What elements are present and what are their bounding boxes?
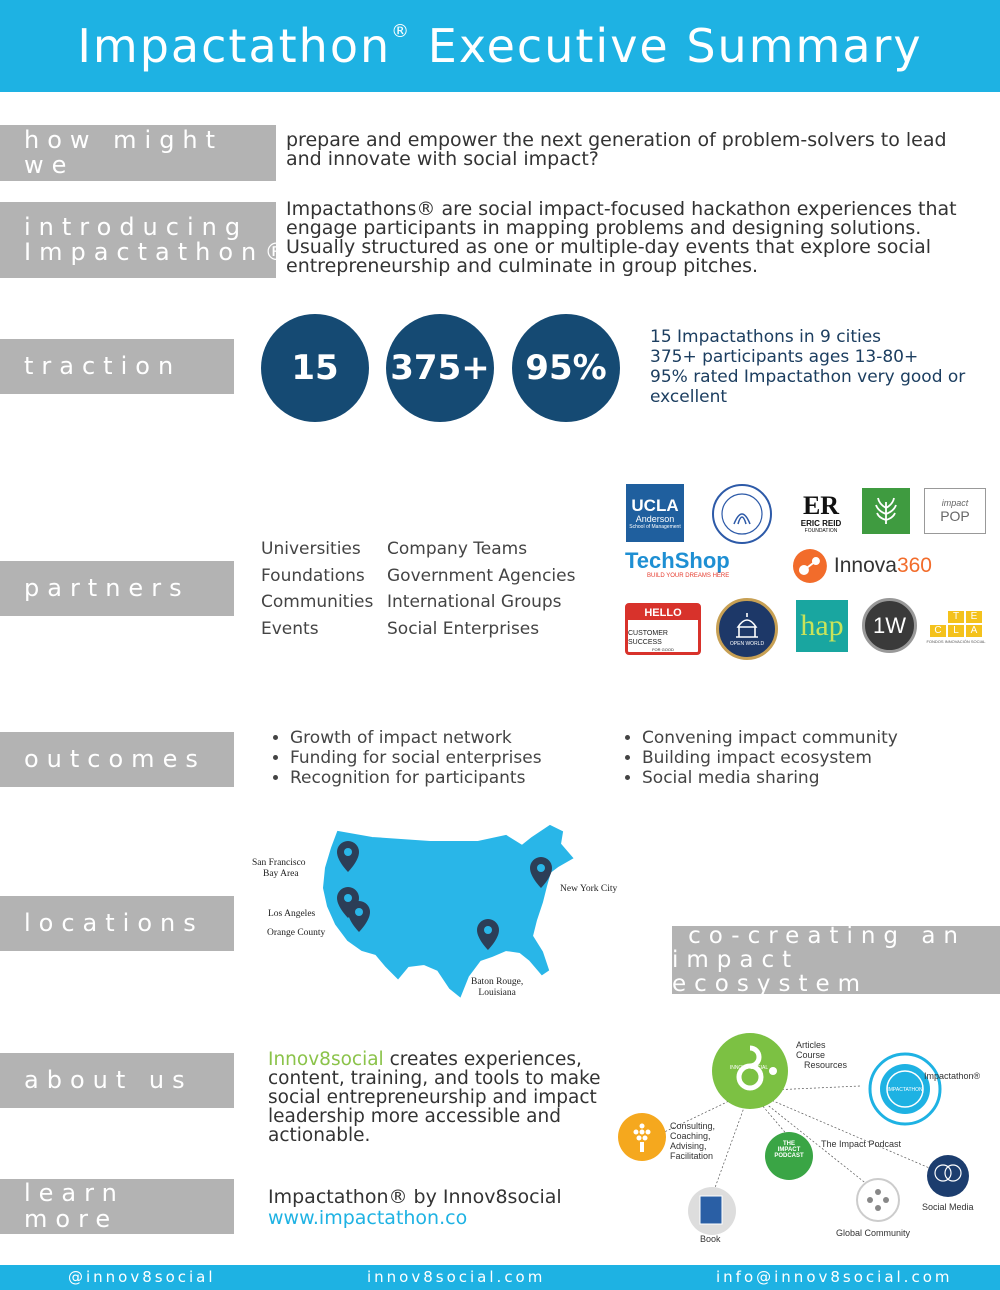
logo-text: FOUNDATION — [804, 527, 838, 534]
eco-label-line: Facilitation — [670, 1151, 714, 1161]
page-title: Impactathon — [77, 19, 392, 73]
eco-label-line: Advising, — [670, 1141, 707, 1151]
map-label-la: Los Angeles — [268, 909, 316, 919]
outcome-item: • Recognition for participants — [290, 768, 542, 788]
how-might-we-text: prepare and empower the next generation of problem-solvers to lead and innovate with social impact? — [286, 129, 947, 170]
registered-mark: ® — [391, 21, 412, 42]
traction-line: 15 Impactathons in 9 cities — [650, 327, 882, 347]
logo-text: School of Management — [629, 523, 681, 530]
eco-label-podcast: The Impact Podcast — [821, 1139, 902, 1149]
partner-type: Universities — [261, 539, 361, 559]
us-map — [310, 820, 580, 1005]
tecla-letter: L — [948, 625, 964, 637]
eco-label-consulting — [670, 1121, 715, 1161]
partner-type: Social Enterprises — [387, 618, 540, 639]
section-label-traction — [0, 339, 234, 394]
partner-type: Government Agencies — [387, 565, 576, 586]
section-label-ecosystem — [672, 922, 1000, 998]
eric-reid-foundation-logo — [792, 484, 850, 542]
page-header — [0, 0, 1000, 92]
label-text: traction — [24, 351, 182, 380]
traction-line: 375+ participants ages 13-80+ — [650, 347, 919, 367]
footer-social-handle[interactable]: @innov8social — [68, 1268, 216, 1286]
logo-text: UCLA — [631, 495, 679, 515]
map-label-oc: Orange County — [267, 928, 326, 938]
section-label-about-us — [0, 1053, 234, 1108]
capitol-dome-icon — [730, 611, 764, 641]
techshop-logo — [625, 545, 747, 583]
logo-text: FONDOS INNOVACIÓN SOCIAL — [926, 639, 986, 644]
logo-text: 360 — [896, 554, 932, 577]
eco-label-impactathon: Impactathon® — [924, 1071, 981, 1081]
eco-label-line: Articles — [796, 1040, 826, 1050]
outcomes-list-1 — [268, 728, 542, 788]
label-text: locations — [24, 908, 204, 937]
ucla-anderson-logo — [626, 484, 684, 542]
about-description: creates experiences, content, training, and tools to make social entrepreneurship and impact leadership more accessible and actionable. — [268, 1049, 601, 1146]
eco-label-line: Resources — [804, 1060, 848, 1070]
stat-value: 95% — [525, 348, 607, 388]
leaf-icon — [869, 494, 903, 528]
outcome-item: • Growth of impact network — [290, 728, 542, 748]
podcast-badge-text: THE IMPACT PODCAST — [774, 1141, 804, 1159]
introducing-text: Impactathons® are social impact-focused hackathon experiences that engage participants in mapping problems and designing solutions. Usually structured as one or multiple-day events that explore social entrepreneurship and culminate in group pitches. — [286, 198, 957, 277]
traction-details — [650, 327, 980, 407]
label-text: outcomes — [24, 744, 206, 773]
label-text-line1: co-creating an — [688, 922, 966, 949]
innova360-logo — [790, 546, 932, 586]
impact-pop-logo — [924, 488, 986, 534]
label-text-line1: introducing — [24, 212, 249, 241]
logo-text: HELLO — [628, 606, 698, 620]
partner-type: Company Teams — [387, 539, 528, 559]
partner-types-col1 — [261, 536, 373, 642]
one-world-logo — [862, 598, 917, 653]
eco-label-line: Coaching, — [670, 1131, 711, 1141]
page-title-rest: Executive Summary — [411, 19, 923, 73]
logo-text: impact — [941, 498, 969, 508]
section-label-learn-more — [0, 1179, 234, 1234]
label-text: learn more — [24, 1179, 125, 1233]
eco-label-line: Consulting, — [670, 1121, 716, 1131]
section-label-outcomes — [0, 732, 234, 787]
logo-text: ER — [802, 490, 840, 520]
city-name: Bay Area — [263, 869, 299, 879]
section-label-locations — [0, 896, 234, 951]
label-text: about us — [24, 1065, 193, 1094]
soka-seal-icon — [714, 486, 770, 542]
stat-circle-rating — [512, 314, 620, 422]
logo-text: 1W — [873, 612, 906, 638]
map-label-sf — [252, 858, 306, 880]
logo-text: Innova — [833, 554, 897, 577]
section-label-how-might-we — [0, 125, 276, 181]
outcome-item: • Social media sharing — [642, 768, 898, 788]
eco-label-social-media: Social Media — [922, 1202, 974, 1212]
global-community-node-icon — [857, 1179, 899, 1221]
logo-text: BUILD YOUR DREAMS HERE — [647, 572, 730, 579]
city-name: Louisiana — [478, 988, 516, 998]
logo-text: TechShop — [625, 547, 730, 573]
logo-text: Anderson — [635, 513, 675, 524]
map-label-baton-rouge — [471, 977, 523, 999]
consulting-node-icon — [618, 1113, 666, 1161]
traction-line: 95% rated Impactathon very good or excellent — [650, 367, 966, 407]
soka-university-logo — [712, 484, 772, 544]
tecla-letter: E — [966, 611, 982, 623]
footer-website[interactable]: innov8social.com — [367, 1268, 546, 1286]
stat-circle-participants — [386, 314, 494, 422]
city-name: Baton Rouge, — [471, 977, 524, 987]
stat-value: 15 — [291, 348, 339, 388]
logo-text: POP — [940, 508, 970, 524]
map-label-nyc: New York City — [560, 884, 618, 894]
stat-circle-impactathons — [261, 314, 369, 422]
logo-text: ERIC REID — [800, 518, 842, 528]
partner-type: International Groups — [387, 592, 562, 612]
stat-value: 375+ — [390, 348, 490, 388]
outcome-item: • Building impact ecosystem — [642, 748, 898, 768]
page-footer — [0, 1265, 1000, 1290]
partner-type: Foundations — [261, 565, 365, 586]
outcome-item: • Funding for social enterprises — [290, 748, 542, 768]
label-text-line2: Impactathon® — [24, 238, 297, 266]
impactathon-badge-text: IMPACTATHON — [887, 1087, 923, 1093]
tecla-logo — [924, 600, 988, 656]
learn-more-block — [268, 1187, 562, 1229]
brand-name: Innov8social — [268, 1049, 384, 1070]
tecla-letter: A — [966, 625, 982, 637]
city-name: San Francisco — [252, 858, 306, 868]
hub-badge-text: INNOV8 SOCIAL — [729, 1065, 769, 1071]
label-text: how might we — [24, 125, 224, 179]
label-text-line2: impact ecosystem — [672, 946, 869, 998]
hap-logo — [796, 600, 848, 652]
logo-text: OPEN WORLD — [729, 641, 765, 647]
logo-text: FOR GOOD — [652, 647, 674, 652]
tecla-letter: T — [948, 611, 964, 623]
hello-customer-success-logo — [625, 603, 701, 655]
social-media-node-icon — [927, 1155, 969, 1197]
section-label-partners — [0, 561, 234, 616]
learn-more-line: Impactathon® by Innov8social — [268, 1186, 562, 1208]
eco-label-book: Book — [700, 1234, 721, 1244]
logo-text: hap — [800, 609, 844, 642]
partner-type: Events — [261, 618, 319, 639]
partner-type: Communities — [261, 592, 374, 612]
section-label-introducing — [0, 202, 297, 278]
label-text: partners — [24, 573, 190, 602]
green-leaf-logo — [862, 488, 910, 534]
eco-label-articles — [796, 1040, 847, 1070]
outcome-item: • Convening impact community — [642, 728, 898, 748]
eco-label-line: Course — [796, 1050, 826, 1060]
outcomes-list-2 — [620, 728, 898, 788]
eco-label-global-community: Global Community — [836, 1228, 911, 1238]
about-us-text — [268, 1050, 608, 1145]
footer-email[interactable]: info@innov8social.com — [716, 1268, 953, 1286]
website-link[interactable]: www.impactathon.co — [268, 1207, 468, 1229]
partner-types-col2 — [387, 536, 575, 642]
open-world-logo — [716, 598, 778, 660]
logo-text: CUSTOMER SUCCESS — [628, 630, 668, 646]
innova-mark-icon — [790, 546, 830, 586]
tecla-letter: C — [930, 625, 946, 637]
